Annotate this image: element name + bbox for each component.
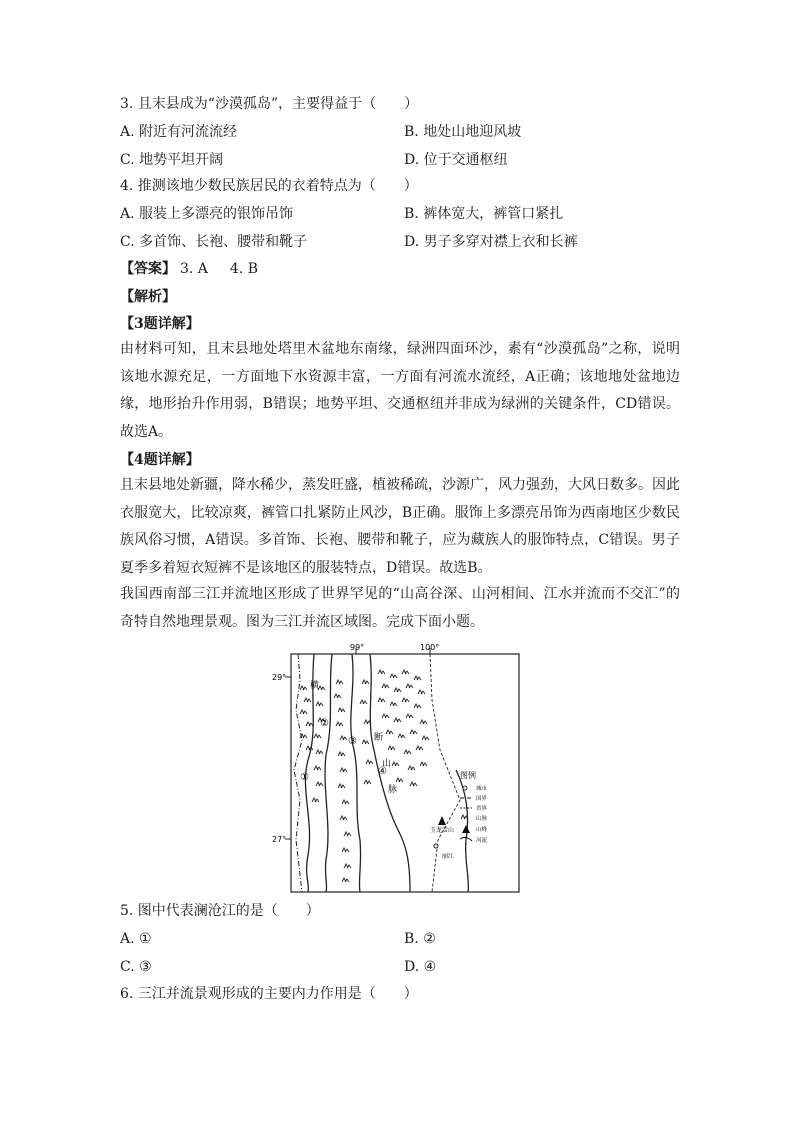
intro-paragraph: 我国西南部三江并流地区形成了世界罕见的“山高谷深、山河相间、江水并流而不交汇”的奇特自然地理景观。图为三江并流区域图。完成下面小题。	[120, 586, 680, 630]
q3-option-b: B. 地处山地迎风坡	[404, 124, 522, 140]
q4-detail-title: 【4题详解】	[120, 452, 200, 468]
label-river-1: ①	[300, 772, 309, 783]
label-mai: 脉	[388, 785, 398, 795]
q5-stem: 5. 图中代表澜沧江的是（ ）	[120, 903, 320, 919]
label-lat-29: 29°	[272, 673, 287, 682]
answer-q3: 3. A	[180, 261, 208, 277]
answer-label: 【答案】	[120, 261, 176, 277]
legend-border-national: 国界	[476, 796, 488, 802]
label-lat-27: 27°	[272, 835, 287, 844]
q4-option-c: C. 多首饰、长袍、腰带和靴子	[120, 234, 308, 250]
analysis-label: 【解析】	[120, 289, 176, 305]
label-duan: 断	[374, 733, 384, 743]
q4-option-d: D. 男子多穿对襟上衣和长裤	[404, 234, 578, 250]
label-shan: 山	[382, 759, 392, 769]
legend-border-province: 省界	[476, 806, 488, 812]
q3-option-d: D. 位于交通枢纽	[404, 152, 508, 168]
legend-city: 城市	[476, 786, 488, 792]
q3-detail-text: 由材料可知，且末县地处塔里木盆地东南缘，绿洲四面环沙，素有“沙漠孤岛”之称，说明该地水源充足，一方面地下水资源丰富，一方面有河流水流经，A正确；该地地处盆地边缘，地形抬升作用弱，B错误；地势平坦、交通枢纽并非成为绿洲的关键条件，CD错误。故选A。	[120, 341, 680, 440]
q3-stem: 3. 且末县成为“沙漠孤岛”，主要得益于（ ）	[120, 96, 419, 112]
label-peak: 玉龙雪山	[430, 827, 455, 834]
q5-option-c: C. ③	[120, 959, 152, 975]
label-heng: 横	[310, 681, 320, 691]
q6-stem: 6. 三江并流景观形成的主要内力作用是（ ）	[120, 986, 418, 1002]
q4-option-b: B. 裤体宽大，裤管口紧扎	[404, 206, 564, 222]
legend-mountain: 山脉	[476, 816, 488, 822]
q4-detail-text: 且末县地处新疆，降水稀少，蒸发旺盛，植被稀疏，沙源广，风力强劲，大风日数多。因此衣服宽大，比较凉爽，裤管口扎紧防止风沙，B正确。服饰上多漂亮吊饰为西南地区少数民族风俗习惯，A错误。多首饰、长袍、腰带和靴子，应为藏族人的服饰特点，C错误。男子夏季多着短衣短裤不是该地区的服装特点，D错误。故选B。	[120, 477, 680, 576]
legend-title: 图例	[460, 771, 476, 780]
label-river-3: ③	[348, 736, 357, 747]
q5-option-a: A. ①	[120, 931, 152, 947]
three-rivers-map	[270, 640, 530, 896]
q3-option-c: C. 地势平坦开阔	[120, 152, 224, 168]
q5-option-d: D. ④	[404, 959, 437, 975]
legend-river: 河流	[476, 838, 488, 844]
label-lon-99: 99°	[350, 643, 365, 652]
label-lon-100: 100°	[420, 643, 440, 652]
city-marker	[434, 844, 438, 848]
answer-q4: 4. B	[229, 261, 259, 277]
q4-stem: 4. 推测该地少数民族居民的衣着特点为（ ）	[120, 178, 418, 194]
q4-option-a: A. 服装上多漂亮的银饰吊饰	[120, 206, 294, 222]
map-svg	[270, 640, 530, 896]
q5-option-b: B. ②	[404, 931, 436, 947]
label-river-4: ④	[378, 766, 387, 777]
label-river-2: ②	[320, 718, 329, 729]
legend-peak: 山峰	[476, 827, 488, 833]
q3-detail-title: 【3题详解】	[120, 316, 200, 332]
legend-city-icon	[463, 786, 467, 790]
q3-option-a: A. 附近有河流流经	[120, 124, 238, 140]
label-city: 丽江	[442, 853, 455, 860]
answer-line	[120, 259, 258, 279]
